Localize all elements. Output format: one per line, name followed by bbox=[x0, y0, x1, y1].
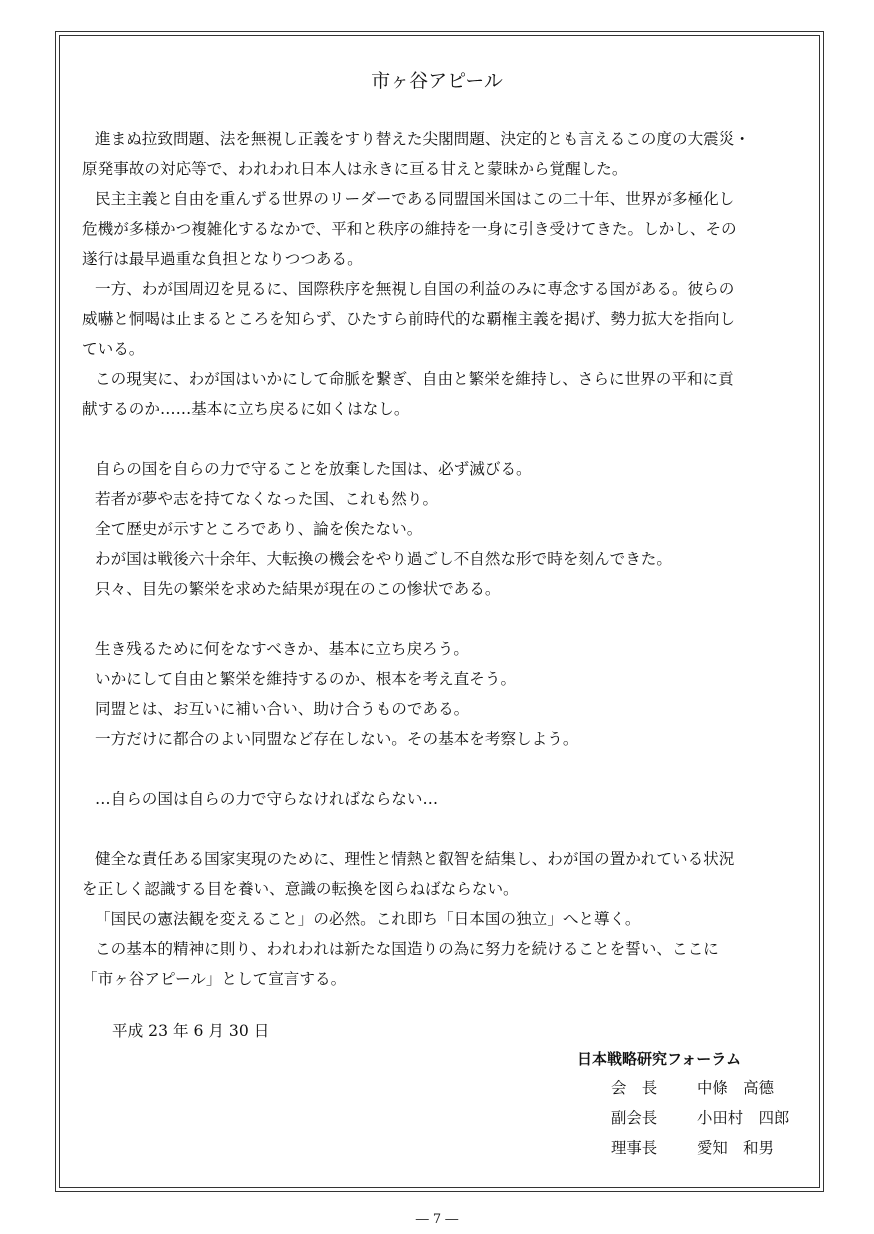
body-line: 「市ヶ谷アピール」として宣言する。 bbox=[82, 970, 347, 988]
body-line: 同盟とは、お互いに補い合い、助け合うものである。 bbox=[95, 700, 470, 718]
signatory-name: 中條 高德 bbox=[697, 1079, 774, 1097]
signatory-role: 副会長 bbox=[611, 1109, 658, 1127]
body-line: 民主主義と自由を重んずる世界のリーダーである同盟国米国はこの二十年、世界が多極化し bbox=[95, 190, 735, 208]
body-line: 危機が多様かつ複雑化するなかで、平和と秩序の維持を一身に引き受けてきた。しかし、その bbox=[82, 220, 737, 238]
body-line: 進まぬ拉致問題、法を無視し正義をすり替えた尖閣問題、決定的とも言えるこの度の大震災・ bbox=[95, 130, 750, 148]
organization-name: 日本戦略研究フォーラム bbox=[577, 1050, 742, 1068]
body-line: 威嚇と恫喝は止まるところを知らず、ひたすら前時代的な覇権主義を掲げ、勢力拡大を指向し bbox=[82, 310, 736, 328]
body-line: この基本的精神に則り、われわれは新たな国造りの為に努力を続けることを誓い、ここに bbox=[95, 940, 719, 958]
body-line: 全て歴史が示すところであり、論を俟たない。 bbox=[95, 520, 423, 538]
body-line: わが国は戦後六十余年、大転換の機会をやり過ごし不自然な形で時を刻んできた。 bbox=[95, 550, 672, 568]
body-line: 生き残るために何をなすべきか、基本に立ち戻ろう。 bbox=[95, 640, 469, 658]
body-line: を正しく認識する目を養い、意識の転換を図らねばならない。 bbox=[82, 880, 519, 898]
date: 平成 23 年 6 月 30 日 bbox=[112, 1022, 270, 1040]
signatory-name: 小田村 四郎 bbox=[697, 1109, 790, 1127]
body-line: 自らの国を自らの力で守ることを放棄した国は、必ず滅びる。 bbox=[95, 460, 532, 478]
document-title: 市ヶ谷アピール bbox=[371, 70, 503, 92]
body-line: 献するのか……基本に立ち戻るに如くはなし。 bbox=[82, 400, 410, 418]
body-line: 健全な責任ある国家実現のために、理性と情熱と叡智を結集し、わが国の置かれている状況 bbox=[95, 850, 735, 868]
body-line: ている。 bbox=[82, 340, 145, 358]
slogan-line: …自らの国は自らの力で守らなければならない… bbox=[95, 790, 439, 808]
body-line: 原発事故の対応等で、われわれ日本人は永きに亘る甘えと蒙昧から覚醒した。 bbox=[82, 160, 628, 178]
signatory-name: 愛知 和男 bbox=[697, 1139, 774, 1157]
body-line: 一方だけに都合のよい同盟など存在しない。その基本を考察しよう。 bbox=[95, 730, 579, 748]
signatory-role: 会 長 bbox=[611, 1079, 658, 1097]
body-line: 若者が夢や志を持てなくなった国、これも然り。 bbox=[95, 490, 439, 508]
body-line: この現実に、わが国はいかにして命脈を繋ぎ、自由と繁栄を維持し、さらに世界の平和に貢 bbox=[95, 370, 734, 388]
body-line: 一方、わが国周辺を見るに、国際秩序を無視し自国の利益のみに専念する国がある。彼らの bbox=[95, 280, 735, 298]
body-line: 「国民の憲法観を変えること」の必然。これ即ち「日本国の独立」へと導く。 bbox=[95, 910, 641, 928]
body-line: いかにして自由と繁栄を維持するのか、根本を考え直そう。 bbox=[95, 670, 517, 688]
body-line: 只々、目先の繁栄を求めた結果が現在のこの惨状である。 bbox=[95, 580, 501, 598]
page-number: ― 7 ― bbox=[415, 1212, 459, 1227]
body-line: 遂行は最早過重な負担となりつつある。 bbox=[82, 250, 363, 268]
signatory-role: 理事長 bbox=[611, 1139, 658, 1157]
